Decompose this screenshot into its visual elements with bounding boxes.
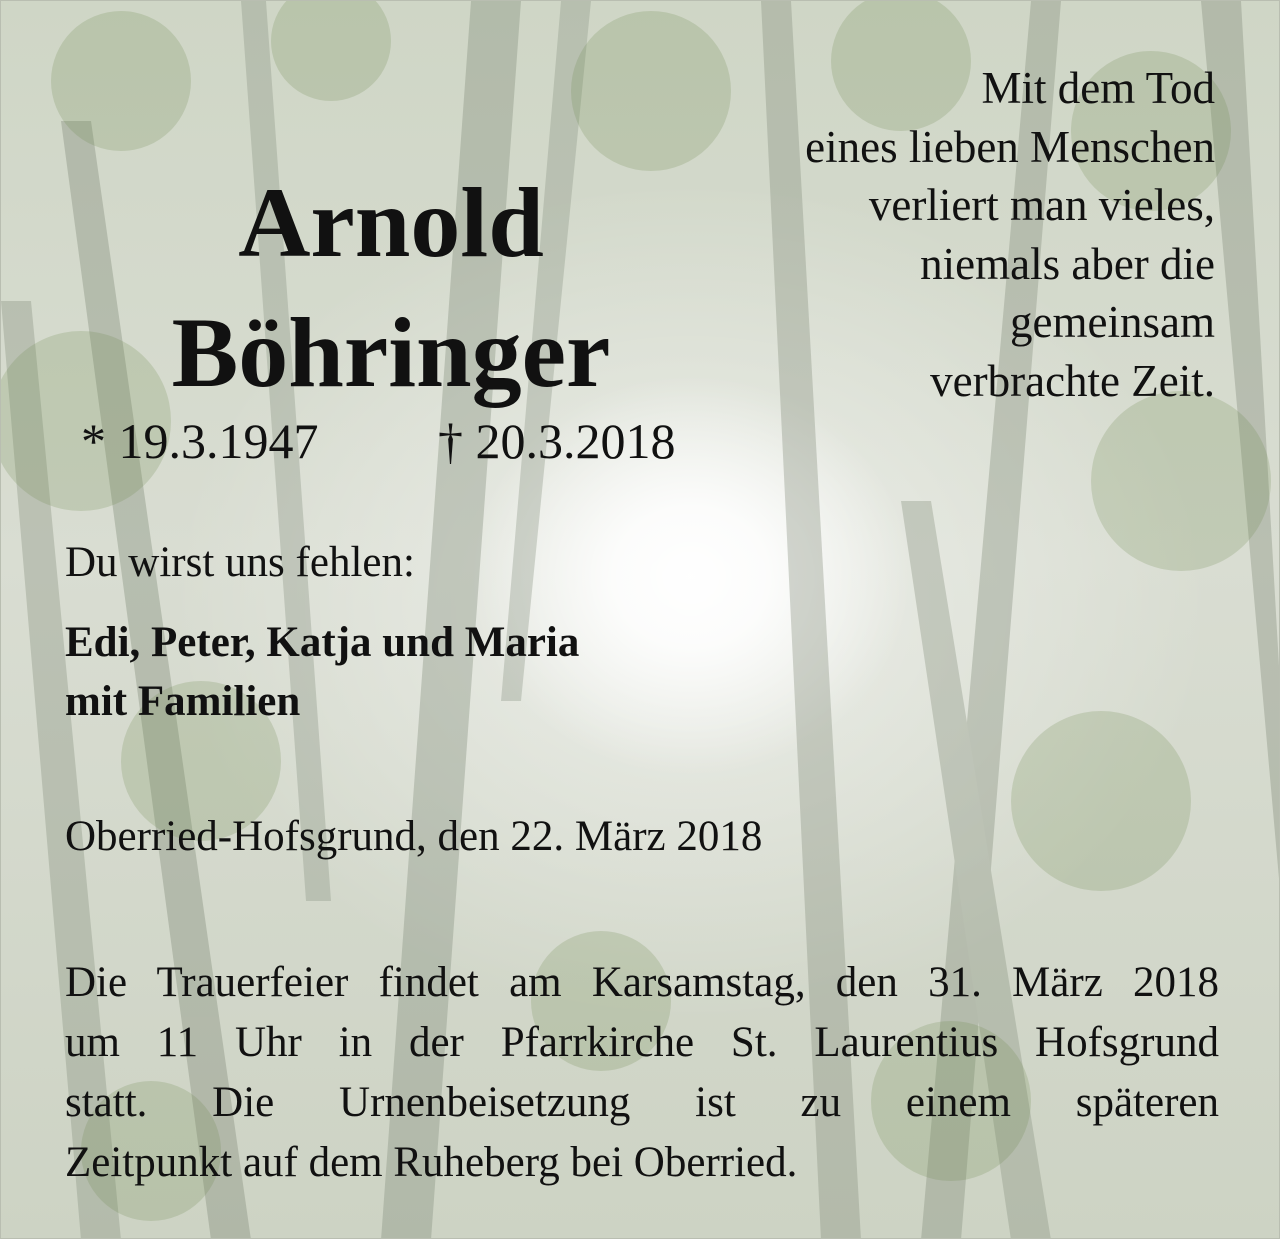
obituary-content — [1, 1, 1279, 1238]
deceased-first-name: Arnold — [238, 167, 544, 278]
deceased-last-name: Böhringer — [171, 297, 611, 408]
place-and-date: Oberried-Hofsgrund, den 22. März 2018 — [65, 813, 763, 860]
memorial-poem — [695, 59, 1215, 410]
mourners-names-line: Edi, Peter, Katja und Maria — [65, 619, 580, 666]
ceremony-line: Zeitpunkt auf dem Ruheberg bei Oberried. — [65, 1139, 798, 1186]
poem-line: eines lieben Menschen — [805, 121, 1215, 172]
ceremony-notice — [65, 953, 1219, 1193]
poem-line: verbrachte Zeit. — [930, 355, 1215, 406]
poem-line: niemals aber die — [920, 238, 1215, 289]
poem-line: Mit dem Tod — [981, 63, 1215, 113]
ceremony-line: um 11 Uhr in der Pfarrkirche St. Laurentius Hofsgrund — [65, 1019, 1219, 1066]
birth-date: * 19.3.1947 — [81, 413, 319, 469]
mourners-intro: Du wirst uns fehlen: — [65, 539, 415, 586]
poem-line: gemeinsam — [1010, 297, 1215, 347]
mourners-names-line: mit Familien — [65, 678, 301, 725]
ceremony-line: Die Trauerfeier findet am Karsamstag, den 31. März 2018 — [65, 959, 1219, 1006]
death-date: † 20.3.2018 — [438, 413, 676, 469]
poem-line: verliert man vieles, — [868, 180, 1215, 230]
mourners-names — [65, 613, 579, 731]
ceremony-line: statt. Die Urnenbeisetzung ist zu einem späteren — [65, 1079, 1219, 1126]
